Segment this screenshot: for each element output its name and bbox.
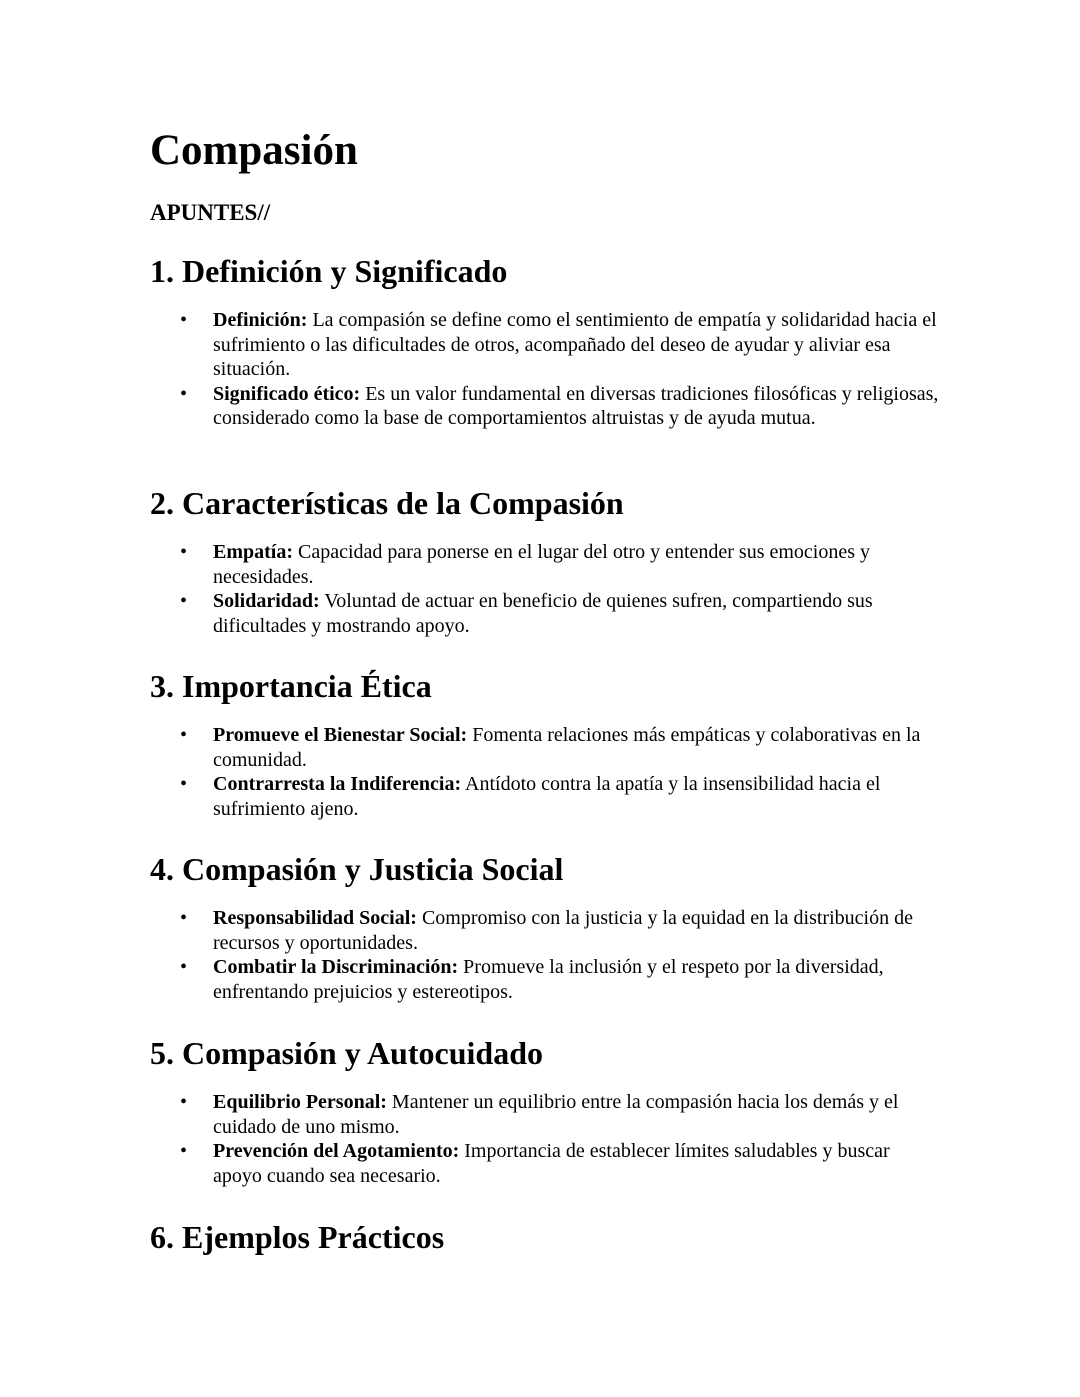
section-heading: 5. Compasión y Autocuidado bbox=[150, 1035, 543, 1071]
bullet-list bbox=[150, 308, 940, 431]
bullet-icon: • bbox=[180, 1140, 188, 1162]
section-heading: 4. Compasión y Justicia Social bbox=[150, 851, 564, 887]
list-item bbox=[150, 382, 940, 431]
list-item bbox=[150, 723, 940, 772]
item-term: Solidaridad: bbox=[213, 590, 320, 612]
item-term: Equilibrio Personal: bbox=[213, 1091, 387, 1113]
bullet-icon: • bbox=[180, 309, 188, 331]
item-term: Responsabilidad Social: bbox=[213, 907, 417, 929]
section-importancia-etica bbox=[150, 666, 940, 821]
section-autocuidado bbox=[150, 1033, 940, 1188]
item-text: Es un valor fundamental en diversas tradiciones filosóficas y religiosas, considerado como la base de comportamientos altruistas y de ayuda mutua. bbox=[213, 382, 939, 429]
item-text: Importancia de establecer límites saludables y buscar apoyo cuando sea necesario. bbox=[213, 1140, 890, 1187]
section-heading: 1. Definición y Significado bbox=[150, 253, 508, 289]
list-item bbox=[150, 955, 940, 1004]
item-text: Promueve la inclusión y el respeto por la diversidad, enfrentando prejuicios y estereotipos. bbox=[213, 956, 884, 1003]
list-item bbox=[150, 1090, 940, 1139]
document-subtitle: APUNTES// bbox=[150, 200, 271, 225]
bullet-icon: • bbox=[180, 956, 188, 978]
section-heading: 2. Características de la Compasión bbox=[150, 485, 624, 521]
list-item bbox=[150, 906, 940, 955]
bullet-list bbox=[150, 540, 940, 638]
item-term: Definición: bbox=[213, 309, 308, 331]
item-text: Capacidad para ponerse en el lugar del otro y entender sus emociones y necesidades. bbox=[213, 541, 871, 588]
item-term: Combatir la Discriminación: bbox=[213, 956, 459, 978]
list-item bbox=[150, 540, 940, 589]
bullet-icon: • bbox=[180, 382, 188, 405]
section-heading: 3. Importancia Ética bbox=[150, 668, 432, 704]
list-item bbox=[150, 772, 940, 821]
section-caracteristicas bbox=[150, 483, 940, 638]
section-ejemplos-practicos bbox=[150, 1217, 940, 1257]
list-item bbox=[150, 308, 940, 382]
bullet-icon: • bbox=[180, 773, 188, 795]
bullet-icon: • bbox=[180, 1091, 188, 1113]
bullet-list bbox=[150, 1090, 940, 1188]
item-term: Significado ético: bbox=[213, 382, 361, 405]
section-heading: 6. Ejemplos Prácticos bbox=[150, 1219, 445, 1255]
item-text: Antídoto contra la apatía y la insensibilidad hacia el sufrimiento ajeno. bbox=[213, 773, 881, 820]
item-text: La compasión se define como el sentimiento de empatía y solidaridad hacia el sufrimiento o las dificultades de otros, acompañado del deseo de ayudar y aliviar esa situación. bbox=[213, 309, 937, 380]
bullet-icon: • bbox=[180, 541, 188, 563]
list-item bbox=[150, 1139, 940, 1188]
item-text: Fomenta relaciones más empáticas y colaborativas en la comunidad. bbox=[213, 724, 921, 771]
item-term: Promueve el Bienestar Social: bbox=[213, 724, 468, 746]
item-term: Contrarresta la Indiferencia: bbox=[213, 773, 462, 795]
bullet-icon: • bbox=[180, 724, 188, 746]
section-justicia-social bbox=[150, 849, 940, 1004]
item-text: Compromiso con la justicia y la equidad en la distribución de recursos y oportunidades. bbox=[213, 907, 913, 954]
bullet-icon: • bbox=[180, 590, 188, 612]
section-definicion bbox=[150, 251, 940, 431]
item-term: Empatía: bbox=[213, 541, 293, 563]
item-text: Voluntad de actuar en beneficio de quienes sufren, compartiendo sus dificultades y mostrando apoyo. bbox=[213, 590, 873, 637]
list-item bbox=[150, 589, 940, 638]
bullet-list bbox=[150, 723, 940, 821]
bullet-icon: • bbox=[180, 907, 188, 929]
bullet-list bbox=[150, 906, 940, 1004]
document-title: Compasión bbox=[150, 127, 358, 174]
item-text: Mantener un equilibrio entre la compasión hacia los demás y el cuidado de uno mismo. bbox=[213, 1091, 899, 1138]
item-term: Prevención del Agotamiento: bbox=[213, 1140, 460, 1162]
